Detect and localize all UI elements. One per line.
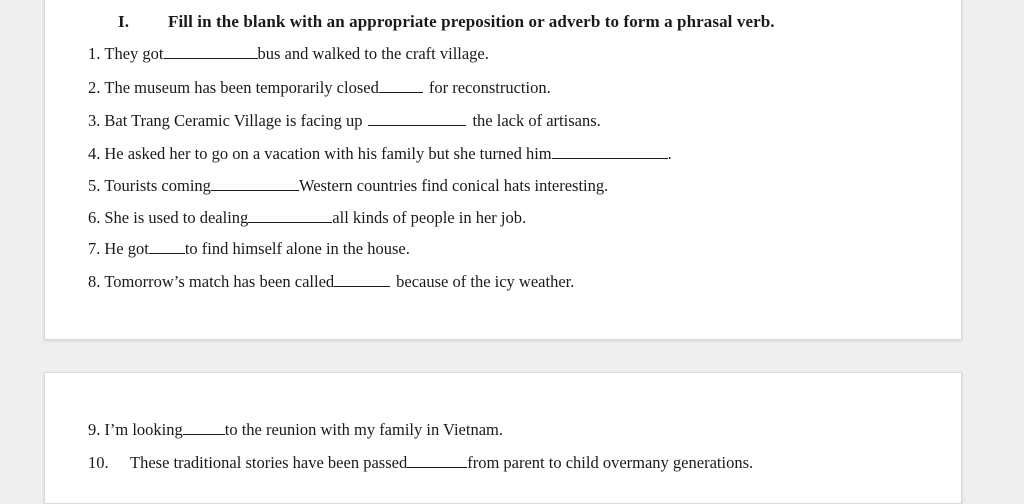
question-text-after: bus and walked to the craft village.	[257, 44, 489, 63]
question-number: 1.	[88, 44, 101, 63]
question-text-after: .	[667, 144, 672, 163]
question-text-after: because of the icy weather.	[396, 272, 575, 291]
question-text-before: He asked her to go on a vacation with his family but she turned him	[104, 144, 552, 163]
answer-blank	[368, 111, 466, 126]
answer-blank	[149, 239, 185, 254]
question-number: 10.	[88, 453, 109, 472]
question-number: 6.	[88, 208, 101, 227]
question-text-after: all kinds of people in her job.	[332, 208, 527, 227]
answer-blank	[248, 208, 332, 223]
question-text-before: They got	[104, 44, 164, 63]
question-7	[88, 239, 410, 259]
question-number: 9.	[88, 420, 101, 439]
question-2	[88, 78, 551, 98]
answer-blank	[407, 453, 467, 468]
heading-text: Fill in the blank with an appropriate preposition or adverb to form a phrasal verb.	[168, 12, 775, 31]
question-8	[88, 272, 574, 292]
question-9	[88, 420, 503, 440]
question-text-before: Tourists coming	[104, 176, 211, 195]
question-number: 7.	[88, 239, 101, 258]
question-4	[88, 144, 672, 164]
question-number: 8.	[88, 272, 101, 291]
question-number: 2.	[88, 78, 101, 97]
answer-blank	[211, 176, 299, 191]
question-text-before: I’m looking	[104, 420, 183, 439]
answer-blank	[334, 272, 390, 287]
question-text-after: the lack of artisans.	[472, 111, 601, 130]
question-text-after: for reconstruction.	[428, 78, 551, 97]
question-text-before: Tomorrow’s match has been called	[104, 272, 335, 291]
question-number: 4.	[88, 144, 101, 163]
question-text-before: These traditional stories have been passed	[130, 453, 408, 472]
question-text-before: The museum has been temporarily closed	[104, 78, 379, 97]
question-text-before: Bat Trang Ceramic Village is facing up	[104, 111, 363, 130]
question-10	[88, 453, 753, 473]
question-text-after: to the reunion with my family in Vietnam.	[224, 420, 503, 439]
question-5	[88, 176, 608, 196]
answer-blank	[164, 44, 258, 59]
question-text-after: from parent to child overmany generations.	[467, 453, 754, 472]
heading-number: I.	[118, 12, 130, 31]
question-6	[88, 208, 526, 228]
answer-blank	[183, 420, 225, 435]
answer-blank	[379, 78, 423, 93]
question-text-after: to find himself alone in the house.	[184, 239, 410, 258]
question-text-before: She is used to dealing	[104, 208, 249, 227]
question-3	[88, 111, 601, 131]
question-text-before: He got	[104, 239, 149, 258]
question-number: 3.	[88, 111, 101, 130]
answer-blank	[552, 144, 668, 159]
question-text-after: Western countries find conical hats interesting.	[298, 176, 609, 195]
exercise-heading	[118, 12, 775, 32]
question-1	[88, 44, 489, 64]
question-number: 5.	[88, 176, 101, 195]
